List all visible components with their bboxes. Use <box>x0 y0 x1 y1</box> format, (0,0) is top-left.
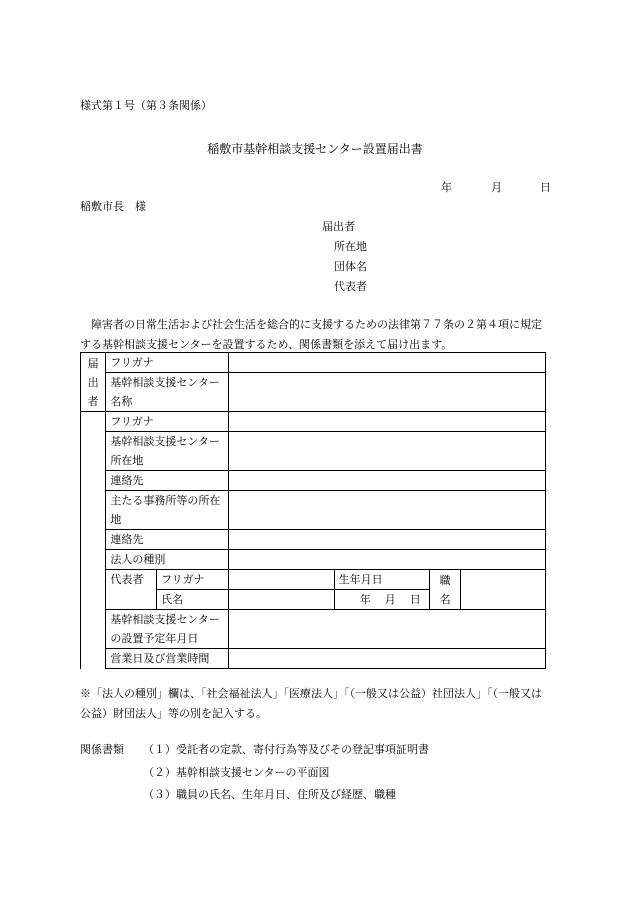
center-name-line2: 名称 <box>110 395 133 408</box>
position-label <box>429 570 461 610</box>
birth-year-label: 年 <box>359 593 371 606</box>
center-name-label <box>106 373 229 412</box>
documents-label: 関係書類 <box>80 743 124 756</box>
business-hours-label: 営業日及び営業時間 <box>106 649 229 669</box>
submitter-address-label: 所在地 <box>334 240 367 253</box>
notification-form-table <box>80 352 546 669</box>
furigana-2-label: フリガナ <box>106 412 229 432</box>
note-text: ※「法人の種別」欄は、「社会福祉法人」「医療法人」「（一般又は公益）社団法人」「（一般又は公益）財団法人」等の別を記入する。 <box>80 687 542 720</box>
contact-2-label: 連絡先 <box>106 530 229 550</box>
rep-furigana-field[interactable] <box>228 570 334 590</box>
document-item-2: （２）基幹相談支援センターの平面図 <box>143 766 330 779</box>
side-char-3: 者 <box>87 394 99 408</box>
birth-date-field[interactable] <box>334 590 429 610</box>
side-char-1: 届 <box>87 356 99 370</box>
side-char-2: 出 <box>87 375 99 389</box>
rep-name-label: 氏名 <box>157 590 229 610</box>
representative-label: 代表者 <box>106 570 157 610</box>
date-year-label: 年 <box>441 181 452 194</box>
main-office-line1: 主たる事務所等の所在 <box>110 494 221 507</box>
document-item-3: （３）職員の氏名、生年月日、住所及び経歴、職種 <box>143 788 396 801</box>
corp-type-field[interactable] <box>228 550 545 570</box>
rep-name-field[interactable] <box>228 590 334 610</box>
position-field[interactable] <box>461 570 546 610</box>
submitter-label: 届出者 <box>322 220 355 233</box>
position-char-1: 職 <box>439 573 451 587</box>
main-office-line2: 地 <box>110 513 122 526</box>
date-day-label: 日 <box>540 181 551 194</box>
planned-date-label <box>106 610 229 649</box>
main-office-label <box>106 491 229 530</box>
planned-date-field[interactable] <box>228 610 545 649</box>
center-address-label <box>106 432 229 471</box>
document-item-1: （１）受託者の定款、寄付行為等及びその登記事項証明書 <box>143 743 429 756</box>
main-office-field[interactable] <box>228 491 545 530</box>
contact-label: 連絡先 <box>106 471 229 491</box>
planned-date-line1: 基幹相談支援センター <box>110 613 220 626</box>
center-address-field[interactable] <box>228 432 545 471</box>
body-text-content: 障害者の日常生活および社会生活を総合的に支援するための法律第７７条の２第４項に規定する基幹相談支援センターを設置するため、関係書類を添えて届け出ます。 <box>80 318 542 351</box>
document-title: 稲敷市基幹相談支援センター設置届出書 <box>207 142 423 156</box>
contact-2-field[interactable] <box>228 530 545 550</box>
furigana-2-field[interactable] <box>228 412 545 432</box>
birth-month-label: 月 <box>384 593 396 606</box>
planned-date-line2: の設置予定年月日 <box>110 632 199 645</box>
submitter-representative-label: 代表者 <box>334 280 367 293</box>
contact-field[interactable] <box>228 471 545 491</box>
furigana-label: フリガナ <box>106 353 229 373</box>
furigana-field[interactable] <box>228 353 545 373</box>
submitter-side-label <box>81 353 106 412</box>
form-number: 様式第１号（第３条関係） <box>80 99 212 112</box>
center-address-line1: 基幹相談支援センター <box>110 435 220 448</box>
date-month-label: 月 <box>491 181 502 194</box>
rep-furigana-label: フリガナ <box>157 570 229 590</box>
addressee: 稲敷市長 様 <box>80 200 146 213</box>
corp-type-label: 法人の種別 <box>106 550 229 570</box>
business-hours-field[interactable] <box>228 649 545 669</box>
birth-date-label: 生年月日 <box>334 570 429 590</box>
birth-day-label: 日 <box>409 593 421 606</box>
position-char-2: 名 <box>439 592 451 606</box>
center-name-line1: 基幹相談支援センター <box>110 376 220 389</box>
submitter-organization-label: 団体名 <box>334 260 367 273</box>
side-blank <box>81 412 106 669</box>
body-text <box>80 315 550 355</box>
center-name-field[interactable] <box>228 373 545 412</box>
center-address-line2: 所在地 <box>110 454 144 467</box>
